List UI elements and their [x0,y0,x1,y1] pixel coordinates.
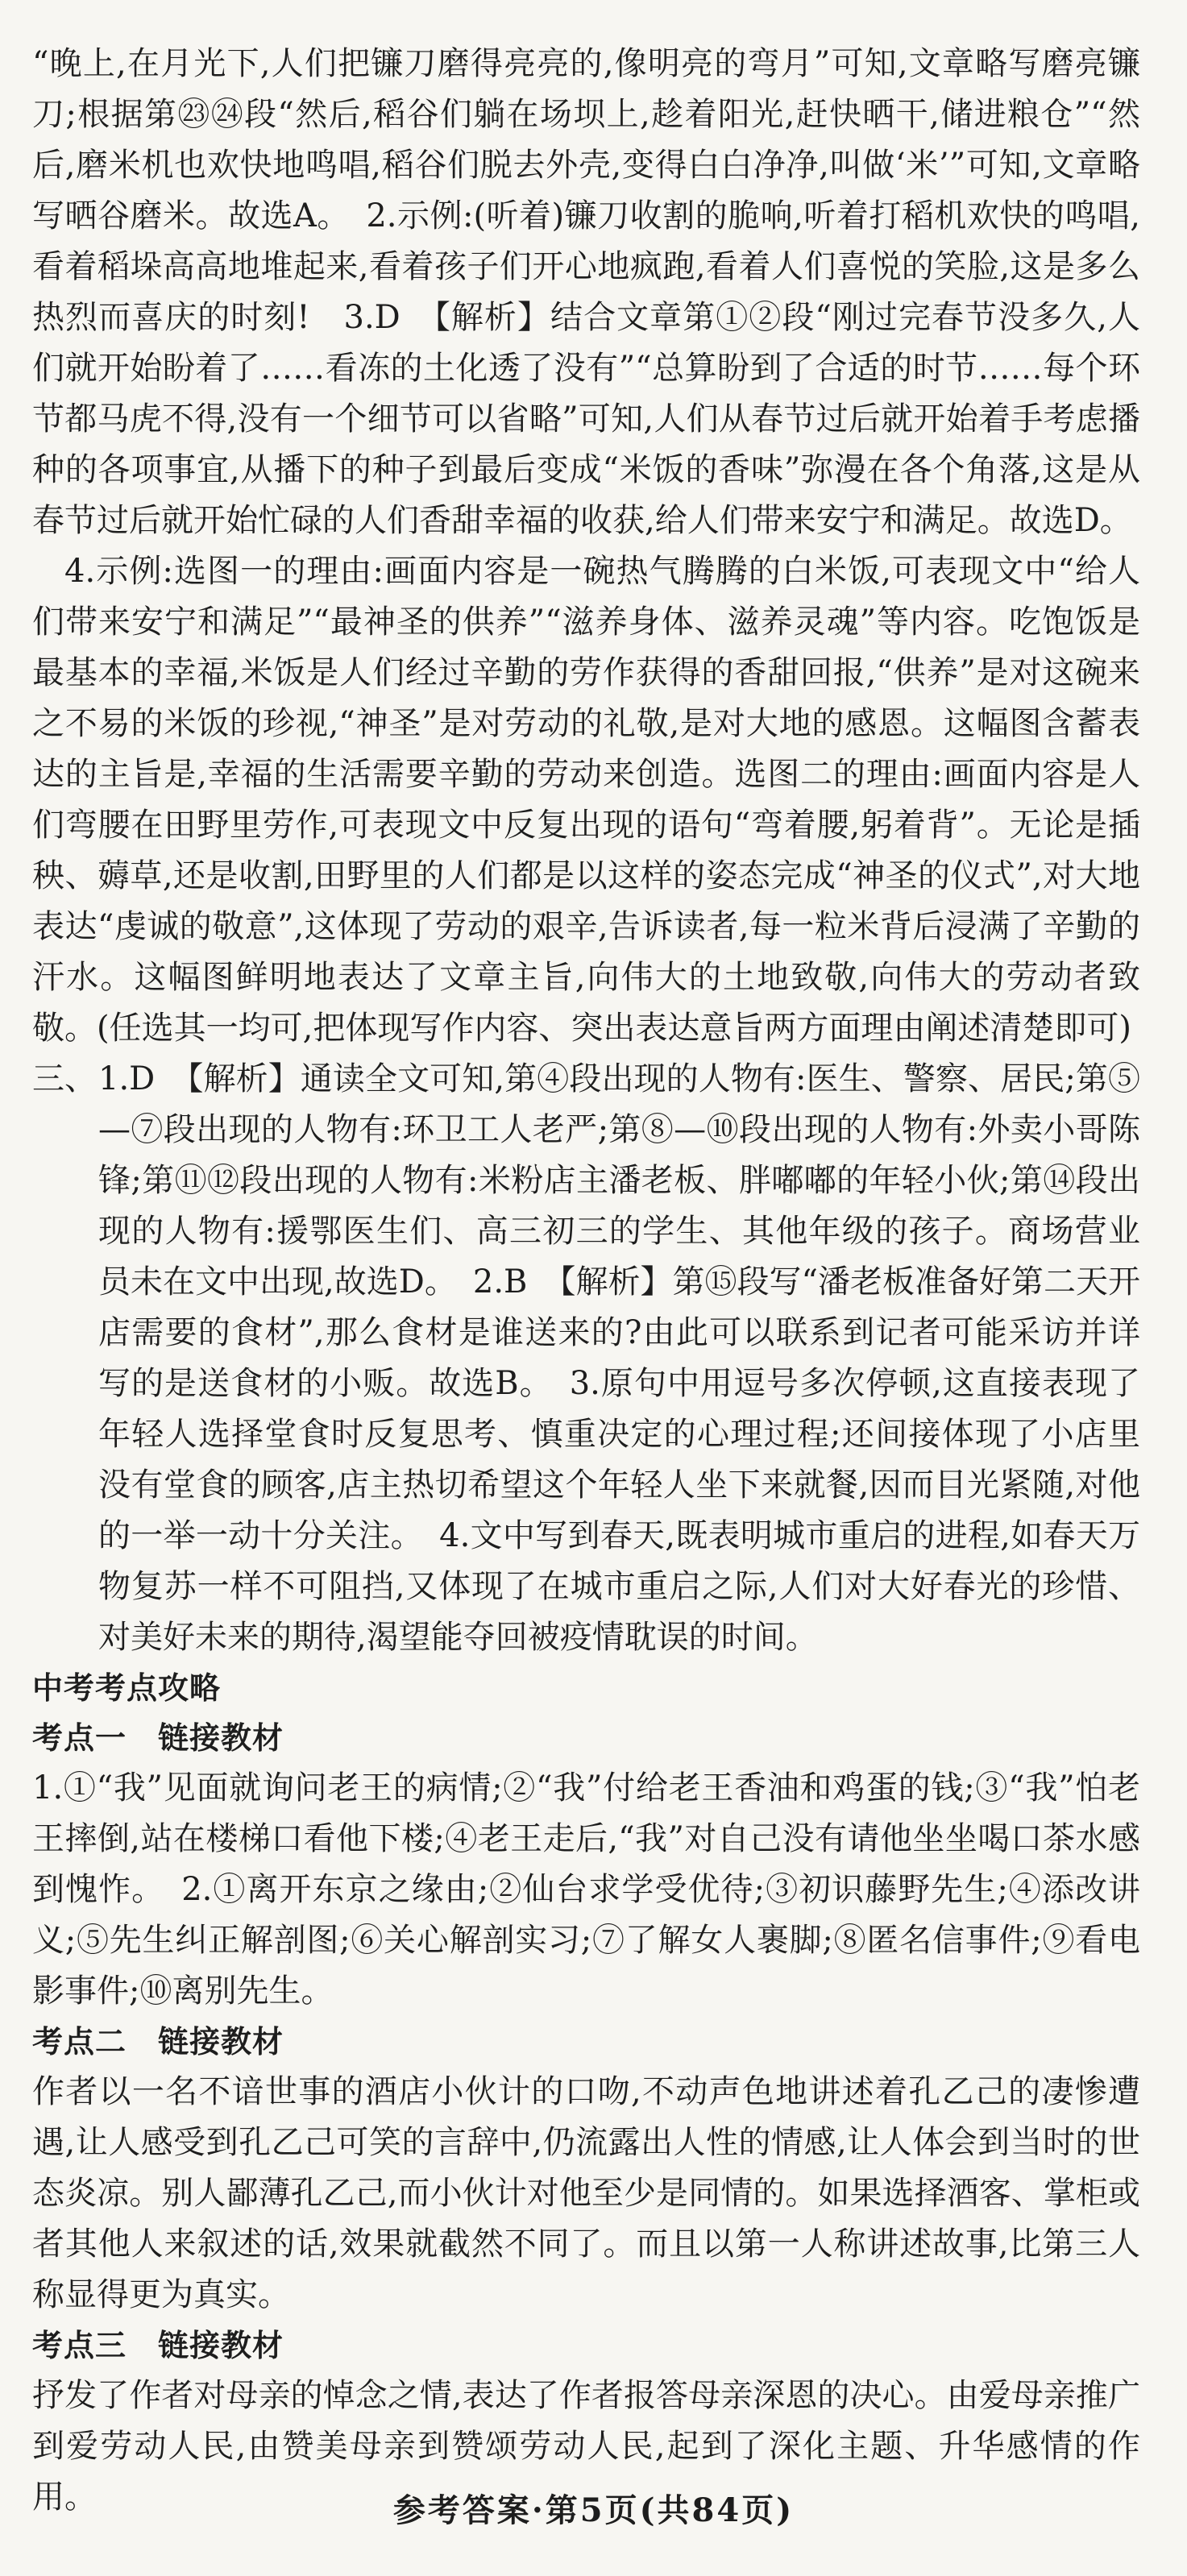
section-three [32,1054,1140,1663]
answer-paragraph-2: 4.示例:选图一的理由:画面内容是一碗热气腾腾的白米饭,可表现文中“给人们带来安宁和满足”“最神圣的供养”“滋养身体、滋养灵魂”等内容。吃饱饭是最基本的幸福,米饭是人们经过辛勤的劳作获得的香甜回报,“供养”是对这碗来之不易的米饭的珍视,“神圣”是对劳动的礼敬,是对大地的感恩。这幅图含蓄表达的主旨是,幸福的生活需要辛勤的劳动来创造。选图二的理由:画面内容是人们弯腰在田野里劳作,可表现文中反复出现的语句“弯着腰,躬着背”。无论是插秧、薅草,还是收割,田野里的人们都是以这样的姿态完成“神圣的仪式”,对大地表达“虔诚的敬意”,这体现了劳动的艰辛,告诉读者,每一粒米背后浸满了辛勤的汗水。这幅图鲜明地表达了文章主旨,向伟大的土地致敬,向伟大的劳动者致敬。(任选其一均可,把体现写作内容、突出表达意旨两方面理由阐述清楚即可) [32,553,1140,1047]
page-footer: 参考答案·第5页(共84页) [392,2491,795,2529]
section-three-text: 1.D 【解析】通读全文可知,第④段出现的人物有:医生、警察、居民;第⑤—⑦段出现的人物有:环卫工人老严;第⑧—⑩段出现的人物有:外卖小哥陈锋;第⑪⑫段出现的人物有:米粉店主潘老板、胖嘟嘟的年轻小伙;第⑭段出现的人物有:援鄂医生们、高三初三的学生、其他年级的孩子。商场营业员未在文中出现,故选D。 2.B 【解析】第⑮段写“潘老板准备好第二天开店需要的食材”,那么食材是谁送来的?由此可以联系到记者可能采访并详写的是送食材的小贩。故选B。 3.原句中用逗号多次停顿,这直接表现了年轻人选择堂食时反复思考、慎重决定的心理过程;还间接体现了小店里没有堂食的顾客,店主热切希望这个年轻人坐下来就餐,因而目光紧随,对他的一举一动十分关注。 4.文中写到春天,既表明城市重启的进程,如春天万物复苏一样不可阻挡,又体现了在城市重启之际,人们对大好春光的珍惜、对美好未来的期待,渴望能夺回被疫情耽误的时间。 [98,1060,1140,1656]
section-three-marker: 三、 [32,1060,97,1097]
key-point-2-heading: 考点二 链接教材 [32,2024,284,2060]
strategy-heading: 中考考点攻略 [32,1670,222,1706]
answer-paragraph-1: “晚上,在月光下,人们把镰刀磨得亮亮的,像明亮的弯月”可知,文章略写磨亮镰刀;根据第㉓㉔段“然后,稻谷们躺在场坝上,趁着阳光,赶快晒干,储进粮仓”“然后,磨米机也欢快地鸣唱,稻谷们脱去外壳,变得白白净净,叫做‘米’”可知,文章略写晒谷磨米。故选A。 2.示例:(听着)镰刀收割的脆响,听着打稻机欢快的鸣唱,看着稻垛高高地堆起来,看着孩子们开心地疯跑,看着人们喜悦的笑脸,这是多么热烈而喜庆的时刻! 3.D 【解析】结合文章第①②段“刚过完春节没多久,人们就开始盼着了……看冻的土化透了没有”“总算盼到了合适的时节……每个环节都马虎不得,没有一个细节可以省略”可知,人们从春节过后就开始着手考虑播种的各项事宜,从播下的种子到最后变成“米饭的香味”弥漫在各个角落,这是从春节过后就开始忙碌的人们香甜幸福的收获,给人们带来安宁和满足。故选D。 [32,45,1140,539]
key-point-3-heading: 考点三 链接教材 [32,2328,284,2363]
key-point-1-text: 1.①“我”见面就询问老王的病情;②“我”付给老王香油和鸡蛋的钱;③“我”怕老王摔倒,站在楼梯口看他下楼;④老王走后,“我”对自己没有请他坐坐喝口茶水感到愧怍。 2.①离开东京之缘由;②仙台求学受优待;③初识藤野先生;④添改讲义;⑤先生纠正解剖图;⑥关心解剖实习;⑦了解女人裹脚;⑧匿名信事件;⑨看电影事件;⑩离别先生。 [32,1769,1140,2010]
key-point-2-text: 作者以一名不谙世事的酒店小伙计的口吻,不动声色地讲述着孔乙己的凄惨遭遇,让人感受到孔乙己可笑的言辞中,仍流露出人性的情感,让人体会到当时的世态炎凉。别人鄙薄孔乙己,而小伙计对他至少是同情的。如果选择酒客、掌柜或者其他人来叙述的话,效果就截然不同了。而且以第一人称讲述故事,比第三人称显得更为真实。 [32,2073,1140,2313]
key-point-3-text: 抒发了作者对母亲的悼念之情,表达了作者报答母亲深恩的决心。由爱母亲推广到爱劳动人民,由赞美母亲到赞颂劳动人民,起到了深化主题、升华感情的作用。 [32,2377,1140,2516]
key-point-1-heading: 考点一 链接教材 [32,1720,284,1756]
